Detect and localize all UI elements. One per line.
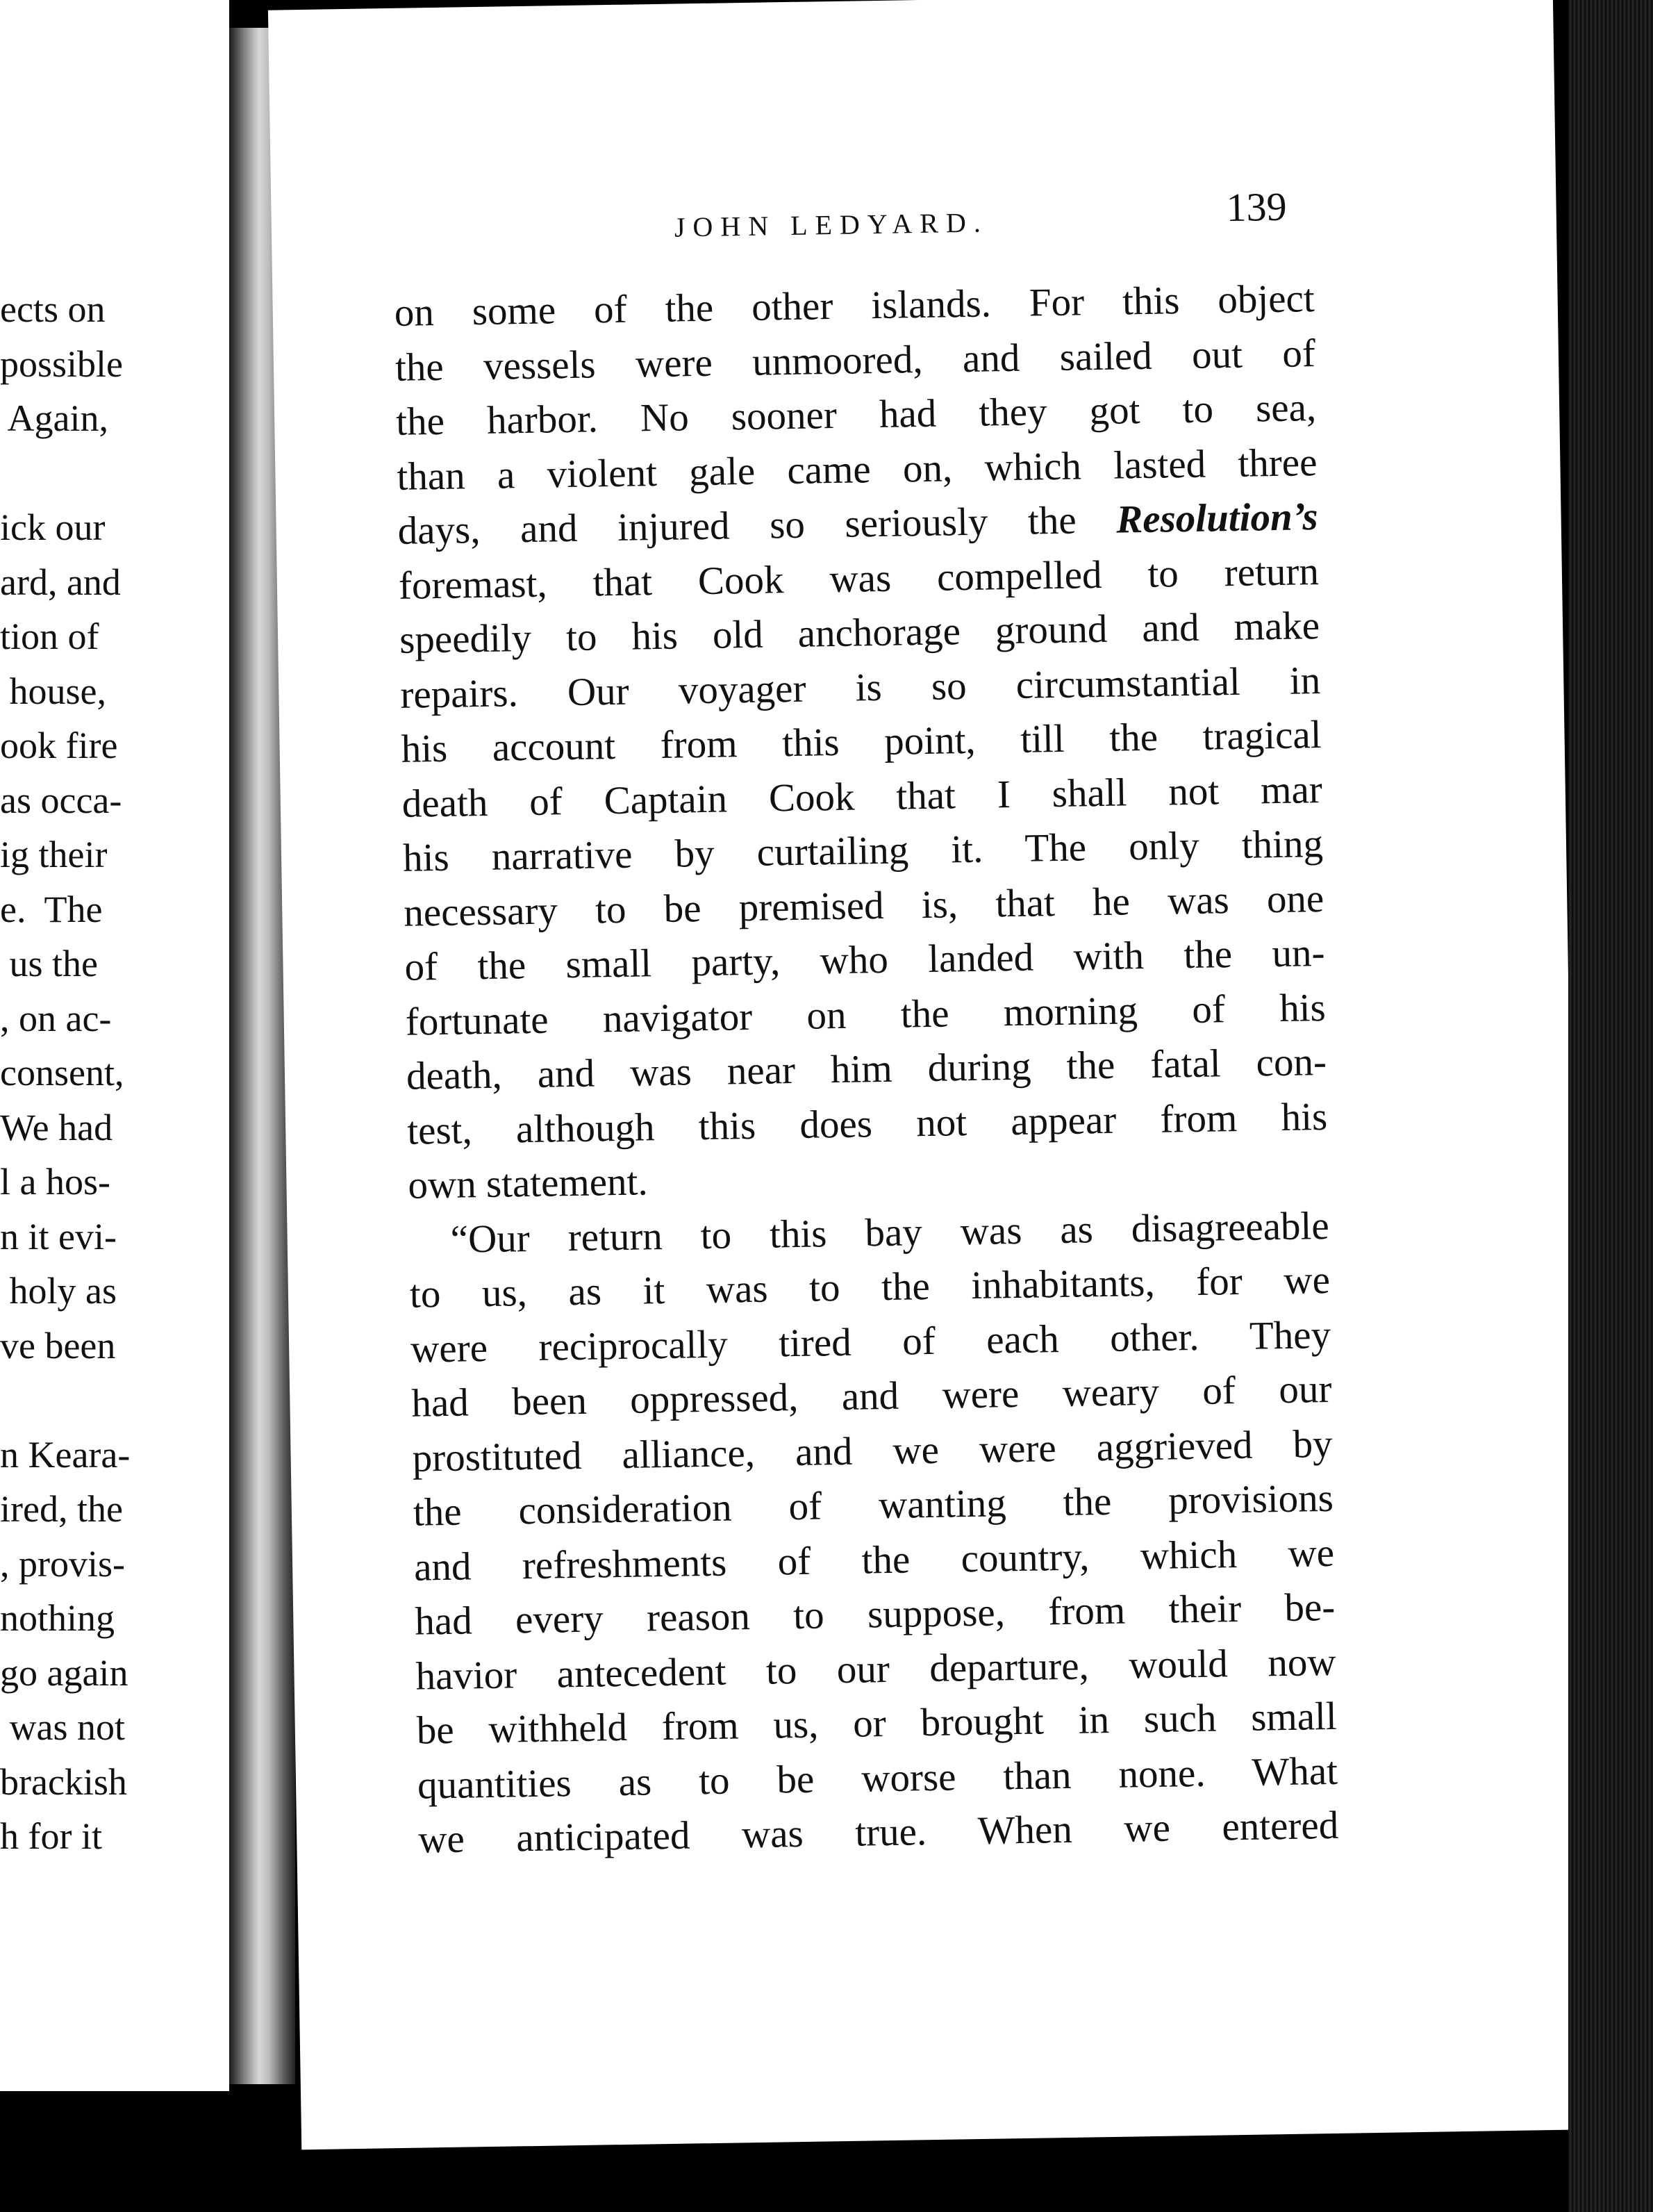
left-facing-page <box>0 0 229 2091</box>
text-line: the vessels were unmoored, and sailed out of <box>394 331 1316 390</box>
left-page-text-fragment: Again, <box>0 397 108 439</box>
text-line: quantities as to be worse than none. What <box>417 1749 1338 1808</box>
left-page-text-fragment: l a hos- <box>0 1161 110 1203</box>
text-line: prostituted alliance, and we were aggrieved by <box>412 1421 1334 1480</box>
text-line: the consideration of wanting the provisions <box>413 1476 1334 1535</box>
text-fragment: days, and injured so seriously the <box>397 497 1117 553</box>
left-page-text-fragment: ve been <box>0 1324 116 1367</box>
left-page-text-fragment: nothing <box>0 1597 115 1639</box>
text-line: “Our return to this bay was as disagreeable <box>450 1203 1330 1262</box>
left-page-text-fragment: ig their <box>0 834 108 875</box>
text-line: had every reason to suppose, from their be- <box>414 1585 1336 1644</box>
text-line: of the small party, who landed with the un- <box>404 930 1325 989</box>
text-line: speedily to his old anchorage ground and make <box>399 604 1320 662</box>
left-page-text-fragment: us the <box>0 943 98 984</box>
text-line: necessary to be premised is, that he was one <box>403 876 1324 935</box>
text-line: death, and was near him during the fatal con- <box>406 1039 1327 1098</box>
left-page-text-fragment: ects on <box>0 288 106 330</box>
text-line: had been oppressed, and were weary of our <box>410 1367 1332 1426</box>
left-page-text-fragment: , provis- <box>0 1542 125 1585</box>
left-page-text-fragment: e. The <box>0 888 103 930</box>
text-line: on some of the other islands. For this object <box>394 276 1315 335</box>
text-line: foremast, that Cook was compelled to return <box>398 549 1320 608</box>
text-line: test, although this does not appear from his <box>406 1094 1328 1153</box>
left-page-text-fragment: as occa- <box>0 779 122 821</box>
left-page-text-fragment: tion of <box>0 616 99 657</box>
text-line: the harbor. No sooner had they got to sea, <box>395 386 1317 444</box>
page-number: 139 <box>1226 183 1288 231</box>
left-page-text-fragment: , on ac- <box>0 997 112 1039</box>
left-page-text-fragment: ard, and <box>0 561 121 603</box>
text-line: havior antecedent to our departure, would now <box>415 1640 1336 1699</box>
page-edge <box>1568 0 1653 2212</box>
left-page-text-fragment: go again <box>0 1651 128 1694</box>
left-page-text-fragment: was not <box>0 1706 125 1748</box>
left-page-text-fragment: ook fire <box>0 725 118 766</box>
left-page-text-fragment: n it evi- <box>0 1215 117 1257</box>
text-line: be withheld from us, or brought in such small <box>416 1694 1338 1753</box>
text-line: than a violent gale came on, which lasted three <box>396 440 1318 499</box>
ship-name: Resolution’s <box>1115 495 1319 542</box>
left-page-text-fragment: consent, <box>0 1052 124 1093</box>
book-page <box>268 0 1586 2149</box>
left-page-text-fragment: possible <box>0 342 124 385</box>
body-text <box>394 272 1339 1867</box>
left-page-text-fragment: h for it <box>0 1815 102 1857</box>
left-page-text-fragment: holy as <box>0 1270 117 1312</box>
text-line: fortunate navigator on the morning of his <box>405 985 1327 1044</box>
text-line: death of Captain Cook that I shall not mar <box>401 767 1323 826</box>
text-line: to us, as it was to the inhabitants, for we <box>409 1257 1331 1317</box>
left-page-text-fragment: We had <box>0 1106 113 1148</box>
left-page-text-fragment: house, <box>0 670 106 712</box>
text-line: own statement. <box>408 1159 649 1207</box>
left-page-text-fragment: n Keara- <box>0 1433 131 1476</box>
left-page-text-fragment: ick our <box>0 506 106 548</box>
text-line: his account from this point, till the tragical <box>401 713 1322 771</box>
text-line: were reciprocally tired of each other. They <box>410 1312 1331 1371</box>
running-head: JOHN LEDYARD. <box>674 206 989 243</box>
text-line: his narrative by curtailing it. The only thing <box>402 822 1324 880</box>
text-line: repairs. Our voyager is so circumstantial in <box>399 658 1321 717</box>
left-page-text-fragment: brackish <box>0 1760 127 1803</box>
text-line: we anticipated was true. When we entered <box>417 1803 1339 1862</box>
left-page-text-fragment: ired, the <box>0 1488 123 1530</box>
text-line: and refreshments of the country, which we <box>413 1530 1335 1590</box>
